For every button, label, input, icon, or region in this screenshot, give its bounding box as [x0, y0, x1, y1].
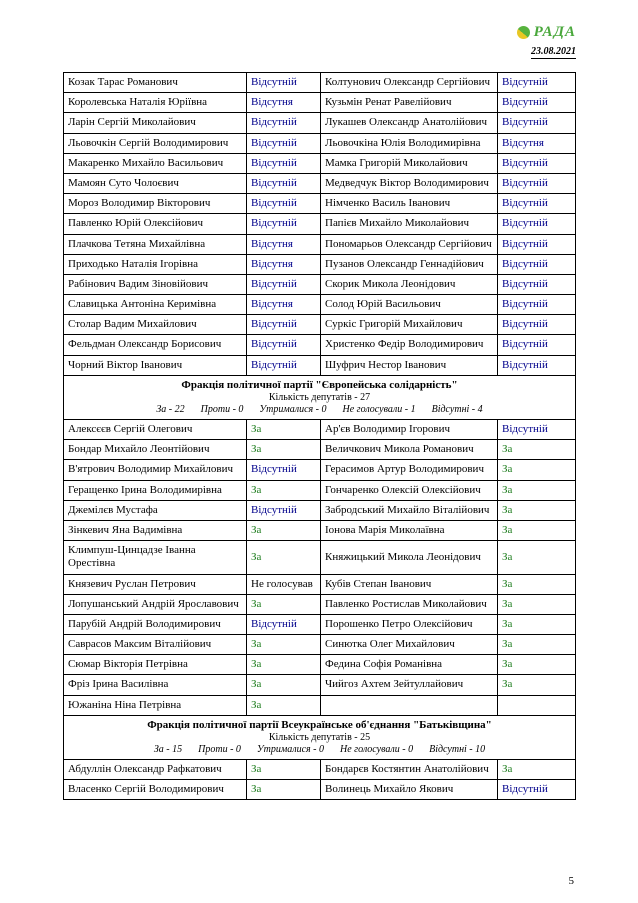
deputy-name: Славицька Антоніна Керимівна — [64, 295, 247, 315]
vote-status — [498, 695, 576, 715]
vote-status: Відсутній — [247, 173, 321, 193]
deputy-name: Бондарєв Костянтин Анатолійович — [321, 760, 498, 780]
deputy-row — [64, 355, 576, 375]
deputy-name: Плачкова Тетяна Михайлівна — [64, 234, 247, 254]
vote-status: Відсутній — [498, 194, 576, 214]
fraction-vote-summary — [68, 404, 571, 416]
deputy-name: Ларін Сергій Миколайович — [64, 113, 247, 133]
vote-status: Відсутній — [498, 274, 576, 294]
vote-summary-item: Не голосували - 0 — [340, 744, 414, 755]
deputy-row — [64, 254, 576, 274]
deputy-name: Папієв Михайло Миколайович — [321, 214, 498, 234]
deputy-row — [64, 73, 576, 93]
deputy-name: Южаніна Ніна Петрівна — [64, 695, 247, 715]
deputy-name: Рабінович Вадим Зіновійович — [64, 274, 247, 294]
vote-status: За — [498, 594, 576, 614]
deputy-row — [64, 133, 576, 153]
vote-status: Відсутній — [498, 254, 576, 274]
voting-table-body — [64, 73, 576, 800]
deputy-name: Солод Юрій Васильович — [321, 295, 498, 315]
deputy-name: Чорний Віктор Іванович — [64, 355, 247, 375]
deputy-name: Чийгоз Ахтем Зейтуллайович — [321, 675, 498, 695]
deputy-row — [64, 113, 576, 133]
deputy-row — [64, 614, 576, 634]
vote-status: Відсутній — [247, 355, 321, 375]
fraction-header-row — [64, 375, 576, 419]
vote-status: Не голосував — [247, 574, 321, 594]
deputy-row — [64, 635, 576, 655]
deputy-name: Королевська Наталія Юріївна — [64, 93, 247, 113]
vote-status: За — [247, 440, 321, 460]
deputy-name: Фельдман Олександр Борисович — [64, 335, 247, 355]
fraction-deputy-count: Кількість депутатів - 25 — [268, 732, 371, 743]
deputy-name: Павленко Ростислав Миколайович — [321, 594, 498, 614]
vote-status: Відсутня — [247, 93, 321, 113]
page-number: 5 — [568, 875, 574, 887]
deputy-name: Джемілєв Мустафа — [64, 500, 247, 520]
vote-status: За — [498, 574, 576, 594]
deputy-row — [64, 274, 576, 294]
deputy-name: Лукашев Олександр Анатолійович — [321, 113, 498, 133]
fraction-vote-summary — [68, 744, 571, 756]
deputy-name: Порошенко Петро Олексійович — [321, 614, 498, 634]
fraction-title: Фракція політичної партії Всеукраїнське об'єднання "Батьківщина" — [147, 718, 492, 731]
deputy-name: Мороз Володимир Вікторович — [64, 194, 247, 214]
deputy-row — [64, 574, 576, 594]
deputy-name: Парубій Андрій Володимирович — [64, 614, 247, 634]
deputy-row — [64, 173, 576, 193]
deputy-name: Геращенко Ірина Володимирівна — [64, 480, 247, 500]
deputy-name: Колтунович Олександр Сергійович — [321, 73, 498, 93]
vote-summary-item: За - 15 — [153, 744, 183, 755]
deputy-name: Княжицький Микола Леонідович — [321, 541, 498, 574]
vote-status: Відсутній — [498, 93, 576, 113]
deputy-name: Козак Тарас Романович — [64, 73, 247, 93]
deputy-name: Забродський Михайло Віталійович — [321, 500, 498, 520]
vote-status: За — [247, 480, 321, 500]
vote-summary-item: Проти - 0 — [198, 744, 241, 755]
deputy-name: Климпуш-Цинцадзе Іванна Орестівна — [64, 541, 247, 574]
vote-status: За — [498, 480, 576, 500]
vote-status: Відсутній — [498, 780, 576, 800]
vote-status: За — [498, 675, 576, 695]
vote-status: За — [247, 520, 321, 540]
vote-status: Відсутній — [247, 214, 321, 234]
vote-status: Відсутній — [498, 355, 576, 375]
deputy-name: Алексєєв Сергій Олегович — [64, 420, 247, 440]
deputy-name: Німченко Василь Іванович — [321, 194, 498, 214]
deputy-name: Величкович Микола Романович — [321, 440, 498, 460]
deputy-row — [64, 420, 576, 440]
vote-status: За — [498, 614, 576, 634]
vote-status: Відсутній — [247, 153, 321, 173]
deputy-name: Льовочкін Сергій Володимирович — [64, 133, 247, 153]
deputy-name: Власенко Сергій Володимирович — [64, 780, 247, 800]
vote-status: За — [247, 760, 321, 780]
vote-status: Відсутній — [247, 460, 321, 480]
fraction-header-row — [64, 715, 576, 759]
fraction-deputy-count: Кількість депутатів - 27 — [268, 392, 371, 403]
fraction-header-cell — [64, 715, 576, 759]
deputy-name: Мамка Григорій Миколайович — [321, 153, 498, 173]
deputy-name: Суркіс Григорій Михайлович — [321, 315, 498, 335]
vote-status: Відсутній — [247, 274, 321, 294]
vote-status: За — [498, 635, 576, 655]
vote-summary-item: Відсутні - 4 — [431, 404, 483, 415]
deputy-row — [64, 594, 576, 614]
deputy-row — [64, 315, 576, 335]
vote-status: Відсутній — [498, 73, 576, 93]
vote-status: Відсутній — [498, 234, 576, 254]
deputy-name: Пономарьов Олександр Сергійович — [321, 234, 498, 254]
vote-status: Відсутня — [247, 254, 321, 274]
deputy-row — [64, 480, 576, 500]
deputy-name — [321, 695, 498, 715]
deputy-name: Федина Софія Романівна — [321, 655, 498, 675]
vote-summary-item: Відсутні - 10 — [429, 744, 486, 755]
deputy-row — [64, 295, 576, 315]
deputy-name: Приходько Наталія Ігорівна — [64, 254, 247, 274]
vote-status: Відсутній — [247, 194, 321, 214]
vote-summary-item: Утрималися - 0 — [259, 404, 327, 415]
vote-status: Відсутній — [498, 153, 576, 173]
deputy-name: Герасимов Артур Володимирович — [321, 460, 498, 480]
vote-summary-item: За - 22 — [156, 404, 185, 415]
deputy-row — [64, 214, 576, 234]
deputy-row — [64, 541, 576, 574]
deputy-row — [64, 780, 576, 800]
vote-status: За — [498, 520, 576, 540]
vote-summary-item: Проти - 0 — [200, 404, 244, 415]
deputy-name: В'ятрович Володимир Михайлович — [64, 460, 247, 480]
deputy-name: Синютка Олег Михайлович — [321, 635, 498, 655]
vote-status: За — [247, 541, 321, 574]
deputy-name: Фріз Ірина Василівна — [64, 675, 247, 695]
deputy-name: Іонова Марія Миколаївна — [321, 520, 498, 540]
deputy-name: Кубів Степан Іванович — [321, 574, 498, 594]
vote-status: За — [247, 695, 321, 715]
deputy-name: Зінкевич Яна Вадимівна — [64, 520, 247, 540]
deputy-name: Пузанов Олександр Геннадійович — [321, 254, 498, 274]
deputy-row — [64, 695, 576, 715]
deputy-row — [64, 500, 576, 520]
deputy-name: Макаренко Михайло Васильович — [64, 153, 247, 173]
deputy-name: Христенко Федір Володимирович — [321, 335, 498, 355]
deputy-name: Саврасов Максим Віталійович — [64, 635, 247, 655]
deputy-name: Шуфрич Нестор Іванович — [321, 355, 498, 375]
deputy-name: Павленко Юрій Олексійович — [64, 214, 247, 234]
vote-status: Відсутня — [247, 234, 321, 254]
vote-status: За — [498, 760, 576, 780]
deputy-name: Льовочкіна Юлія Володимирівна — [321, 133, 498, 153]
rada-logo-icon — [517, 26, 530, 39]
vote-status: Відсутній — [247, 335, 321, 355]
vote-status: За — [247, 675, 321, 695]
deputy-name: Лопушанський Андрій Ярославович — [64, 594, 247, 614]
vote-status: Відсутній — [498, 295, 576, 315]
vote-status: Відсутній — [498, 173, 576, 193]
vote-status: Відсутній — [498, 420, 576, 440]
vote-status: Відсутній — [247, 113, 321, 133]
vote-status: Відсутній — [247, 133, 321, 153]
rada-logo-text: РАДА — [533, 24, 576, 40]
vote-status: Відсутній — [247, 500, 321, 520]
vote-status: За — [498, 460, 576, 480]
vote-summary-item: Утрималися - 0 — [256, 744, 325, 755]
deputy-name: Бондар Михайло Леонтійович — [64, 440, 247, 460]
vote-status: Відсутня — [247, 295, 321, 315]
vote-status: Відсутній — [247, 315, 321, 335]
deputy-row — [64, 675, 576, 695]
vote-status: За — [498, 541, 576, 574]
rada-logo — [517, 24, 576, 41]
vote-status: Відсутній — [498, 113, 576, 133]
deputy-name: Гончаренко Олексій Олексійович — [321, 480, 498, 500]
vote-status: За — [498, 500, 576, 520]
deputy-row — [64, 93, 576, 113]
deputy-row — [64, 234, 576, 254]
voting-table — [63, 72, 576, 800]
vote-status: За — [247, 594, 321, 614]
vote-status: За — [498, 655, 576, 675]
fraction-title: Фракція політичної партії "Європейська солідарність" — [181, 378, 458, 391]
deputy-name: Кузьмін Ренат Равелійович — [321, 93, 498, 113]
vote-status: За — [247, 780, 321, 800]
vote-status: Відсутній — [498, 315, 576, 335]
vote-status: За — [498, 440, 576, 460]
vote-status: Відсутній — [247, 73, 321, 93]
deputy-name: Волинець Михайло Якович — [321, 780, 498, 800]
deputy-row — [64, 335, 576, 355]
fraction-header-cell — [64, 375, 576, 419]
vote-summary-item: Не голосували - 1 — [342, 404, 416, 415]
report-date: 23.08.2021 — [531, 46, 576, 57]
deputy-row — [64, 760, 576, 780]
deputy-name: Абдуллін Олександр Рафкатович — [64, 760, 247, 780]
deputy-name: Сюмар Вікторія Петрівна — [64, 655, 247, 675]
page-header — [517, 24, 576, 59]
vote-status: Відсутній — [498, 335, 576, 355]
vote-status: За — [247, 635, 321, 655]
vote-status: За — [247, 655, 321, 675]
deputy-name: Ар'єв Володимир Ігорович — [321, 420, 498, 440]
deputy-name: Князевич Руслан Петрович — [64, 574, 247, 594]
vote-status: Відсутній — [247, 614, 321, 634]
deputy-name: Столар Вадим Михайлович — [64, 315, 247, 335]
vote-status: За — [247, 420, 321, 440]
deputy-row — [64, 194, 576, 214]
deputy-name: Скорик Микола Леонідович — [321, 274, 498, 294]
deputy-row — [64, 460, 576, 480]
deputy-row — [64, 153, 576, 173]
deputy-name: Мамоян Суто Чолоєвич — [64, 173, 247, 193]
vote-status: Відсутня — [498, 133, 576, 153]
deputy-row — [64, 440, 576, 460]
deputy-row — [64, 520, 576, 540]
deputy-name: Медведчук Віктор Володимирович — [321, 173, 498, 193]
vote-status: Відсутній — [498, 214, 576, 234]
deputy-row — [64, 655, 576, 675]
